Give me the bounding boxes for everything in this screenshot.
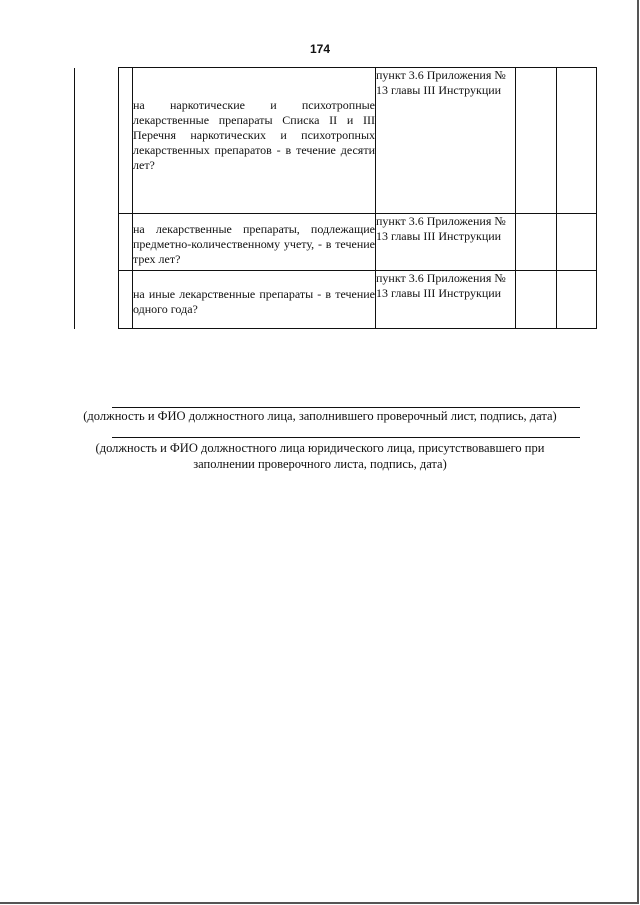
answer-cell	[516, 271, 557, 329]
reference-cell: пункт 3.6 Приложения № 13 главы III Инструкции	[376, 271, 516, 329]
blank-cell	[75, 271, 119, 329]
answer-cell	[557, 271, 597, 329]
answer-cell	[557, 68, 597, 214]
blank-cell	[75, 214, 119, 271]
blank-cell	[75, 68, 119, 214]
signature-caption-line: заполнении проверочного листа, подпись, дата)	[193, 457, 447, 471]
requirement-cell: на иные лекарственные препараты - в течение одного года?	[133, 271, 376, 329]
signature-caption-legal-entity	[0, 440, 640, 472]
answer-cell	[516, 214, 557, 271]
answer-cell	[557, 214, 597, 271]
requirement-cell: на наркотические и психотропные лекарственные препараты Списка II и III Перечня наркотических и психотропных лекарственных препаратов - в течение десяти лет?	[133, 68, 376, 214]
signature-caption-text: (должность и ФИО должностного лица, заполнившего проверочный лист, подпись, дата)	[83, 409, 557, 423]
page-number: 174	[309, 42, 331, 56]
table-row	[75, 271, 597, 329]
checklist-table	[74, 67, 597, 329]
signature-caption-line: (должность и ФИО должностного лица юридического лица, присутствовавшего при	[95, 441, 545, 455]
requirement-cell: на лекарственные препараты, подлежащие предметно-количественному учету, - в течение трех лет?	[133, 214, 376, 271]
blank-cell	[119, 68, 133, 214]
answer-cell	[516, 68, 557, 214]
reference-cell: пункт 3.6 Приложения № 13 главы III Инструкции	[376, 214, 516, 271]
blank-cell	[119, 271, 133, 329]
signature-line-legal-entity	[112, 437, 580, 438]
table-row	[75, 214, 597, 271]
blank-cell	[119, 214, 133, 271]
reference-cell: пункт 3.6 Приложения № 13 главы III Инструкции	[376, 68, 516, 214]
signature-caption-inspector	[0, 408, 640, 424]
table-row	[75, 68, 597, 214]
